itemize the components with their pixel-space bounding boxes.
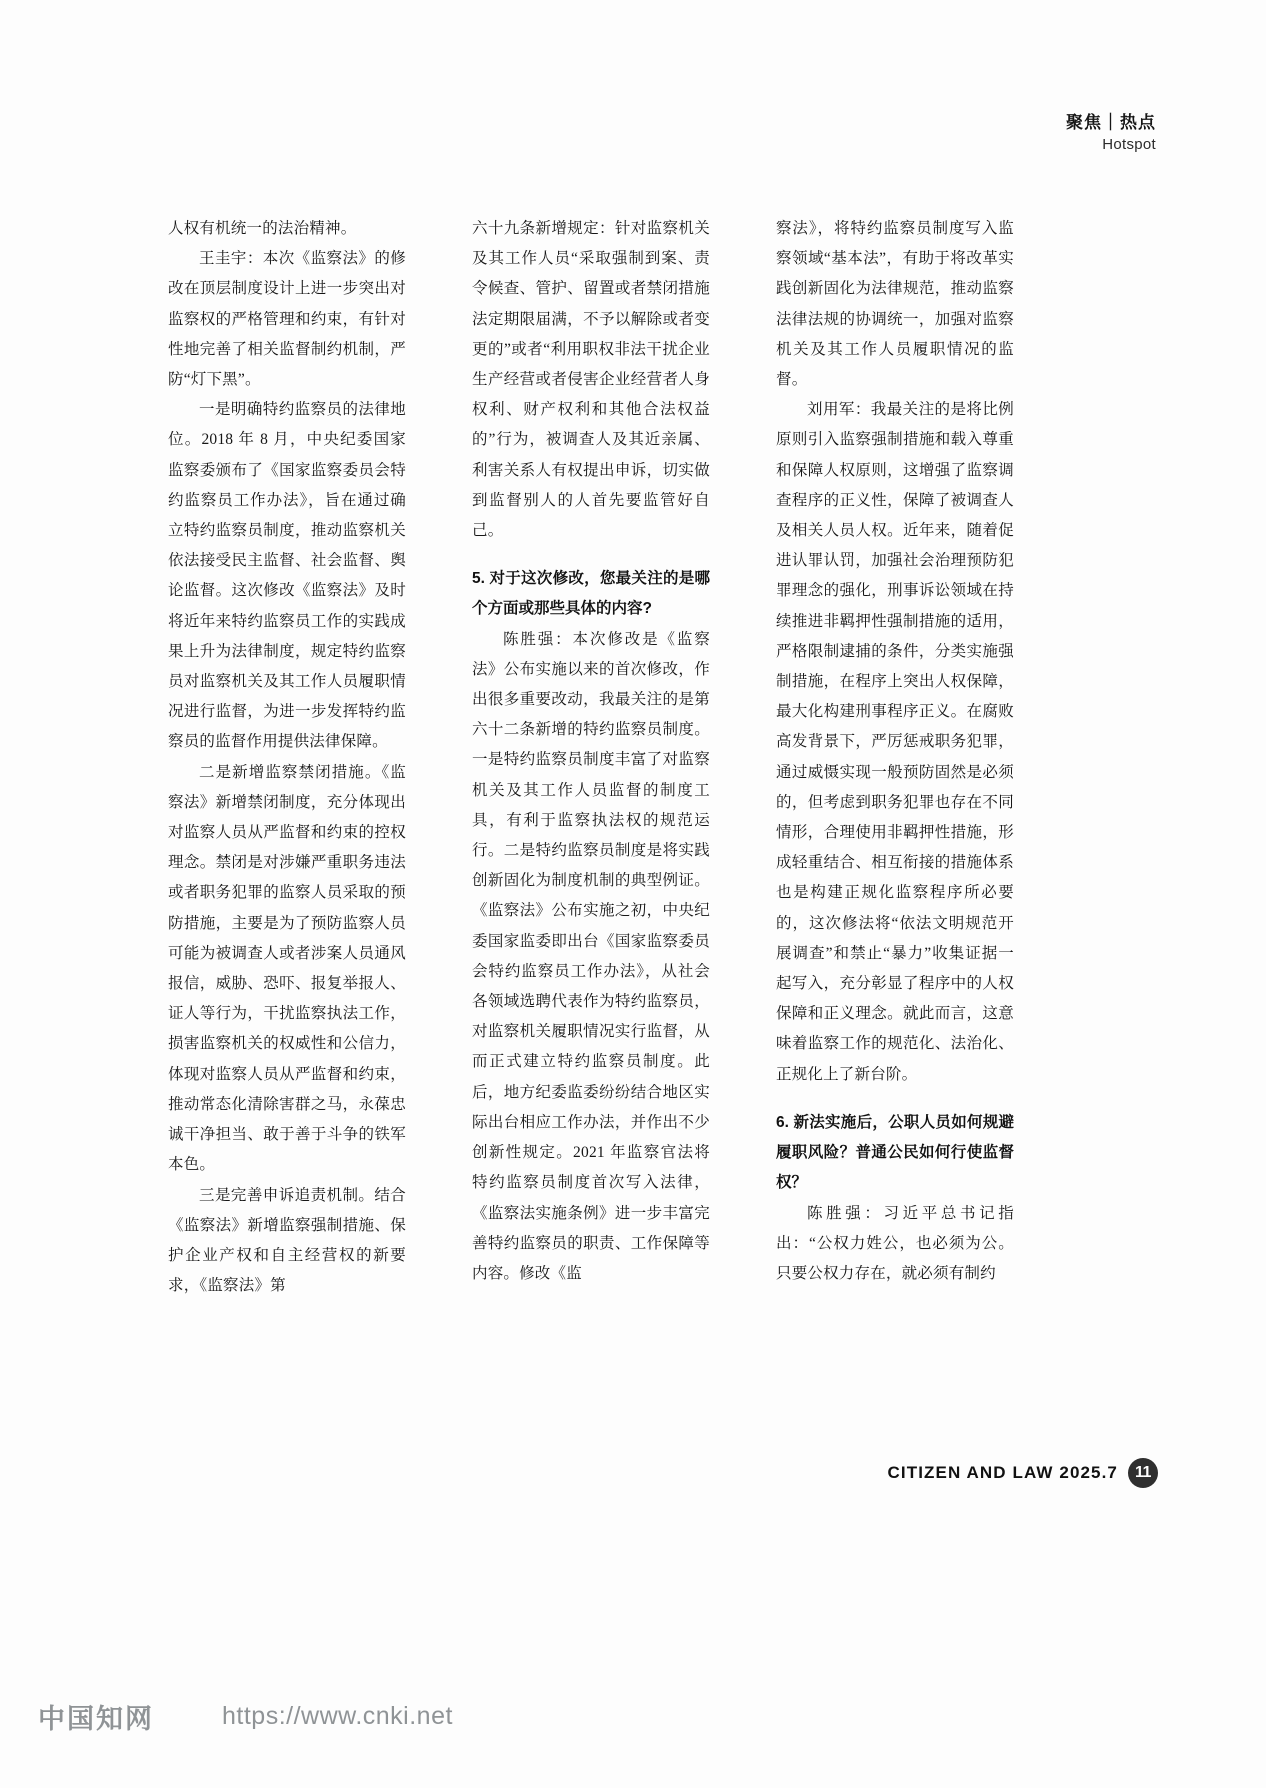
column-right xyxy=(776,214,1014,1301)
column-left xyxy=(168,214,406,1301)
watermark-url: https://www.cnki.net xyxy=(222,1702,453,1730)
footer-journal-title: CITIZEN AND LAW 2025.7 xyxy=(887,1463,1118,1482)
paragraph: 陈胜强：习近平总书记指出：“公权力姓公，也必须为公。只要公权力存在，就必须有制约 xyxy=(776,1204,1014,1282)
column-middle xyxy=(472,214,710,1301)
paragraph: 二是新增监察禁闭措施。《监察法》新增禁闭制度，充分体现出对监察人员从严监督和约束的控权理念。禁闭是对涉嫌严重职务违法或者职务犯罪的监察人员采取的预防措施，主要是为了预防监察人员可能为被调查人或者涉案人员通风报信，威胁、恐吓、报复举报人、证人等行为，干扰监察执法工作，损害监察机关的权威性和公信力，体现对监察人员从严监督和约束，推动常态化清除害群之马，永葆忠诚干净担当、敢于善于斗争的铁军本色。 xyxy=(168,763,406,1174)
header-title-cn: 聚焦｜热点 xyxy=(1066,113,1156,132)
page-header xyxy=(1066,112,1156,155)
watermark xyxy=(38,1697,453,1736)
page-number-badge: 11 xyxy=(1128,1458,1158,1488)
watermark-logo: 中国知网 xyxy=(38,1704,154,1734)
article-columns xyxy=(168,214,1118,1301)
question-heading-5: 5. 对于这次修改，您最关注的是哪个方面或那些具体的内容? xyxy=(472,570,710,618)
paragraph: 六十九条新增规定：针对监察机关及其工作人员“采取强制到案、责令候查、管护、留置或者禁闭措施法定期限届满，不予以解除或者变更的”或者“利用职权非法干扰企业生产经营或者侵害企业经营者人身权利、财产权利和其他合法权益的”行为，被调查人及其近亲属、利害关系人有权提出申诉，切实做到监督别人的人首先要监管好自己。 xyxy=(472,220,710,540)
header-title-en: Hotspot xyxy=(1102,136,1156,154)
paragraph: 王圭宇：本次《监察法》的修改在顶层制度设计上进一步突出对监察权的严格管理和约束，有针对性地完善了相关监督制约机制，严防“灯下黑”。 xyxy=(168,250,406,389)
paragraph: 刘用军：我最关注的是将比例原则引入监察强制措施和载入尊重和保障人权原则，这增强了监察调查程序的正义性，保障了被调查人及相关人员人权。近年来，随着促进认罪认罚，加强社会治理预防犯罪理念的强化，刑事诉讼领域在持续推进非羁押性强制措施的适用，严格限制逮捕的条件，分类实施强制措施，在程序上突出人权保障，最大化构建刑事程序正义。在腐败高发背景下，严厉惩戒职务犯罪，通过威慑实现一般预防固然是必须的，但考虑到职务犯罪也存在不同情形，合理使用非羁押性措施，形成轻重结合、相互衔接的措施体系也是构建正规化监察程序所必要的，这次修法将“依法文明规范开展调查”和禁止“暴力”收集证据一起写入，充分彰显了程序中的人权保障和正义理念。就此而言，这意味着监察工作的规范化、法治化、正规化上了新台阶。 xyxy=(776,401,1014,1083)
paragraph: 陈胜强：本次修改是《监察法》公布实施以来的首次修改，作出很多重要改动，我最关注的是第六十二条新增的特约监察员制度。一是特约监察员制度丰富了对监察机关及其工作人员监督的制度工具，有利于监察执法权的规范运行。二是特约监察员制度是将实践创新固化为制度机制的典型例证。《监察法》公布实施之初，中央纪委国家监委即出台《国家监察委员会特约监察员工作办法》，从社会各领域选聘代表作为特约监察员，对监察机关履职情况实行监督，从而正式建立特约监察员制度。此后，地方纪委监委纷纷结合地区实际出台相应工作办法，并作出不少创新性规定。2021 年监察官法将特约监察员制度首次写入法律，《监察法实施条例》进一步丰富完善特约监察员的职责、工作保障等内容。修改《监 xyxy=(472,630,710,1282)
paragraph: 察法》，将特约监察员制度写入监察领域“基本法”，有助于将改革实践创新固化为法律规范，推动监察法律法规的协调统一，加强对监察机关及其工作人员履职情况的监督。 xyxy=(776,220,1014,389)
paragraph: 人权有机统一的法治精神。 xyxy=(168,220,357,237)
page-footer xyxy=(888,1458,1158,1488)
paragraph: 一是明确特约监察员的法律地位。2018 年 8 月，中央纪委国家监察委颁布了《国家监察委员会特约监察员工作办法》，旨在通过确立特约监察员制度，推动监察机关依法接受民主监督、社会监督、舆论监督。这次修改《监察法》及时将近年来特约监察员工作的实践成果上升为法律制度，规定特约监察员对监察机关及其工作人员履职情况进行监督，为进一步发挥特约监察员的监督作用提供法律保障。 xyxy=(168,401,406,751)
paragraph: 三是完善申诉追责机制。结合《监察法》新增监察强制措施、保护企业产权和自主经营权的新要求，《监察法》第 xyxy=(168,1186,406,1295)
question-heading-6: 6. 新法实施后，公职人员如何规避履职风险？普通公民如何行使监督权？ xyxy=(776,1113,1014,1192)
